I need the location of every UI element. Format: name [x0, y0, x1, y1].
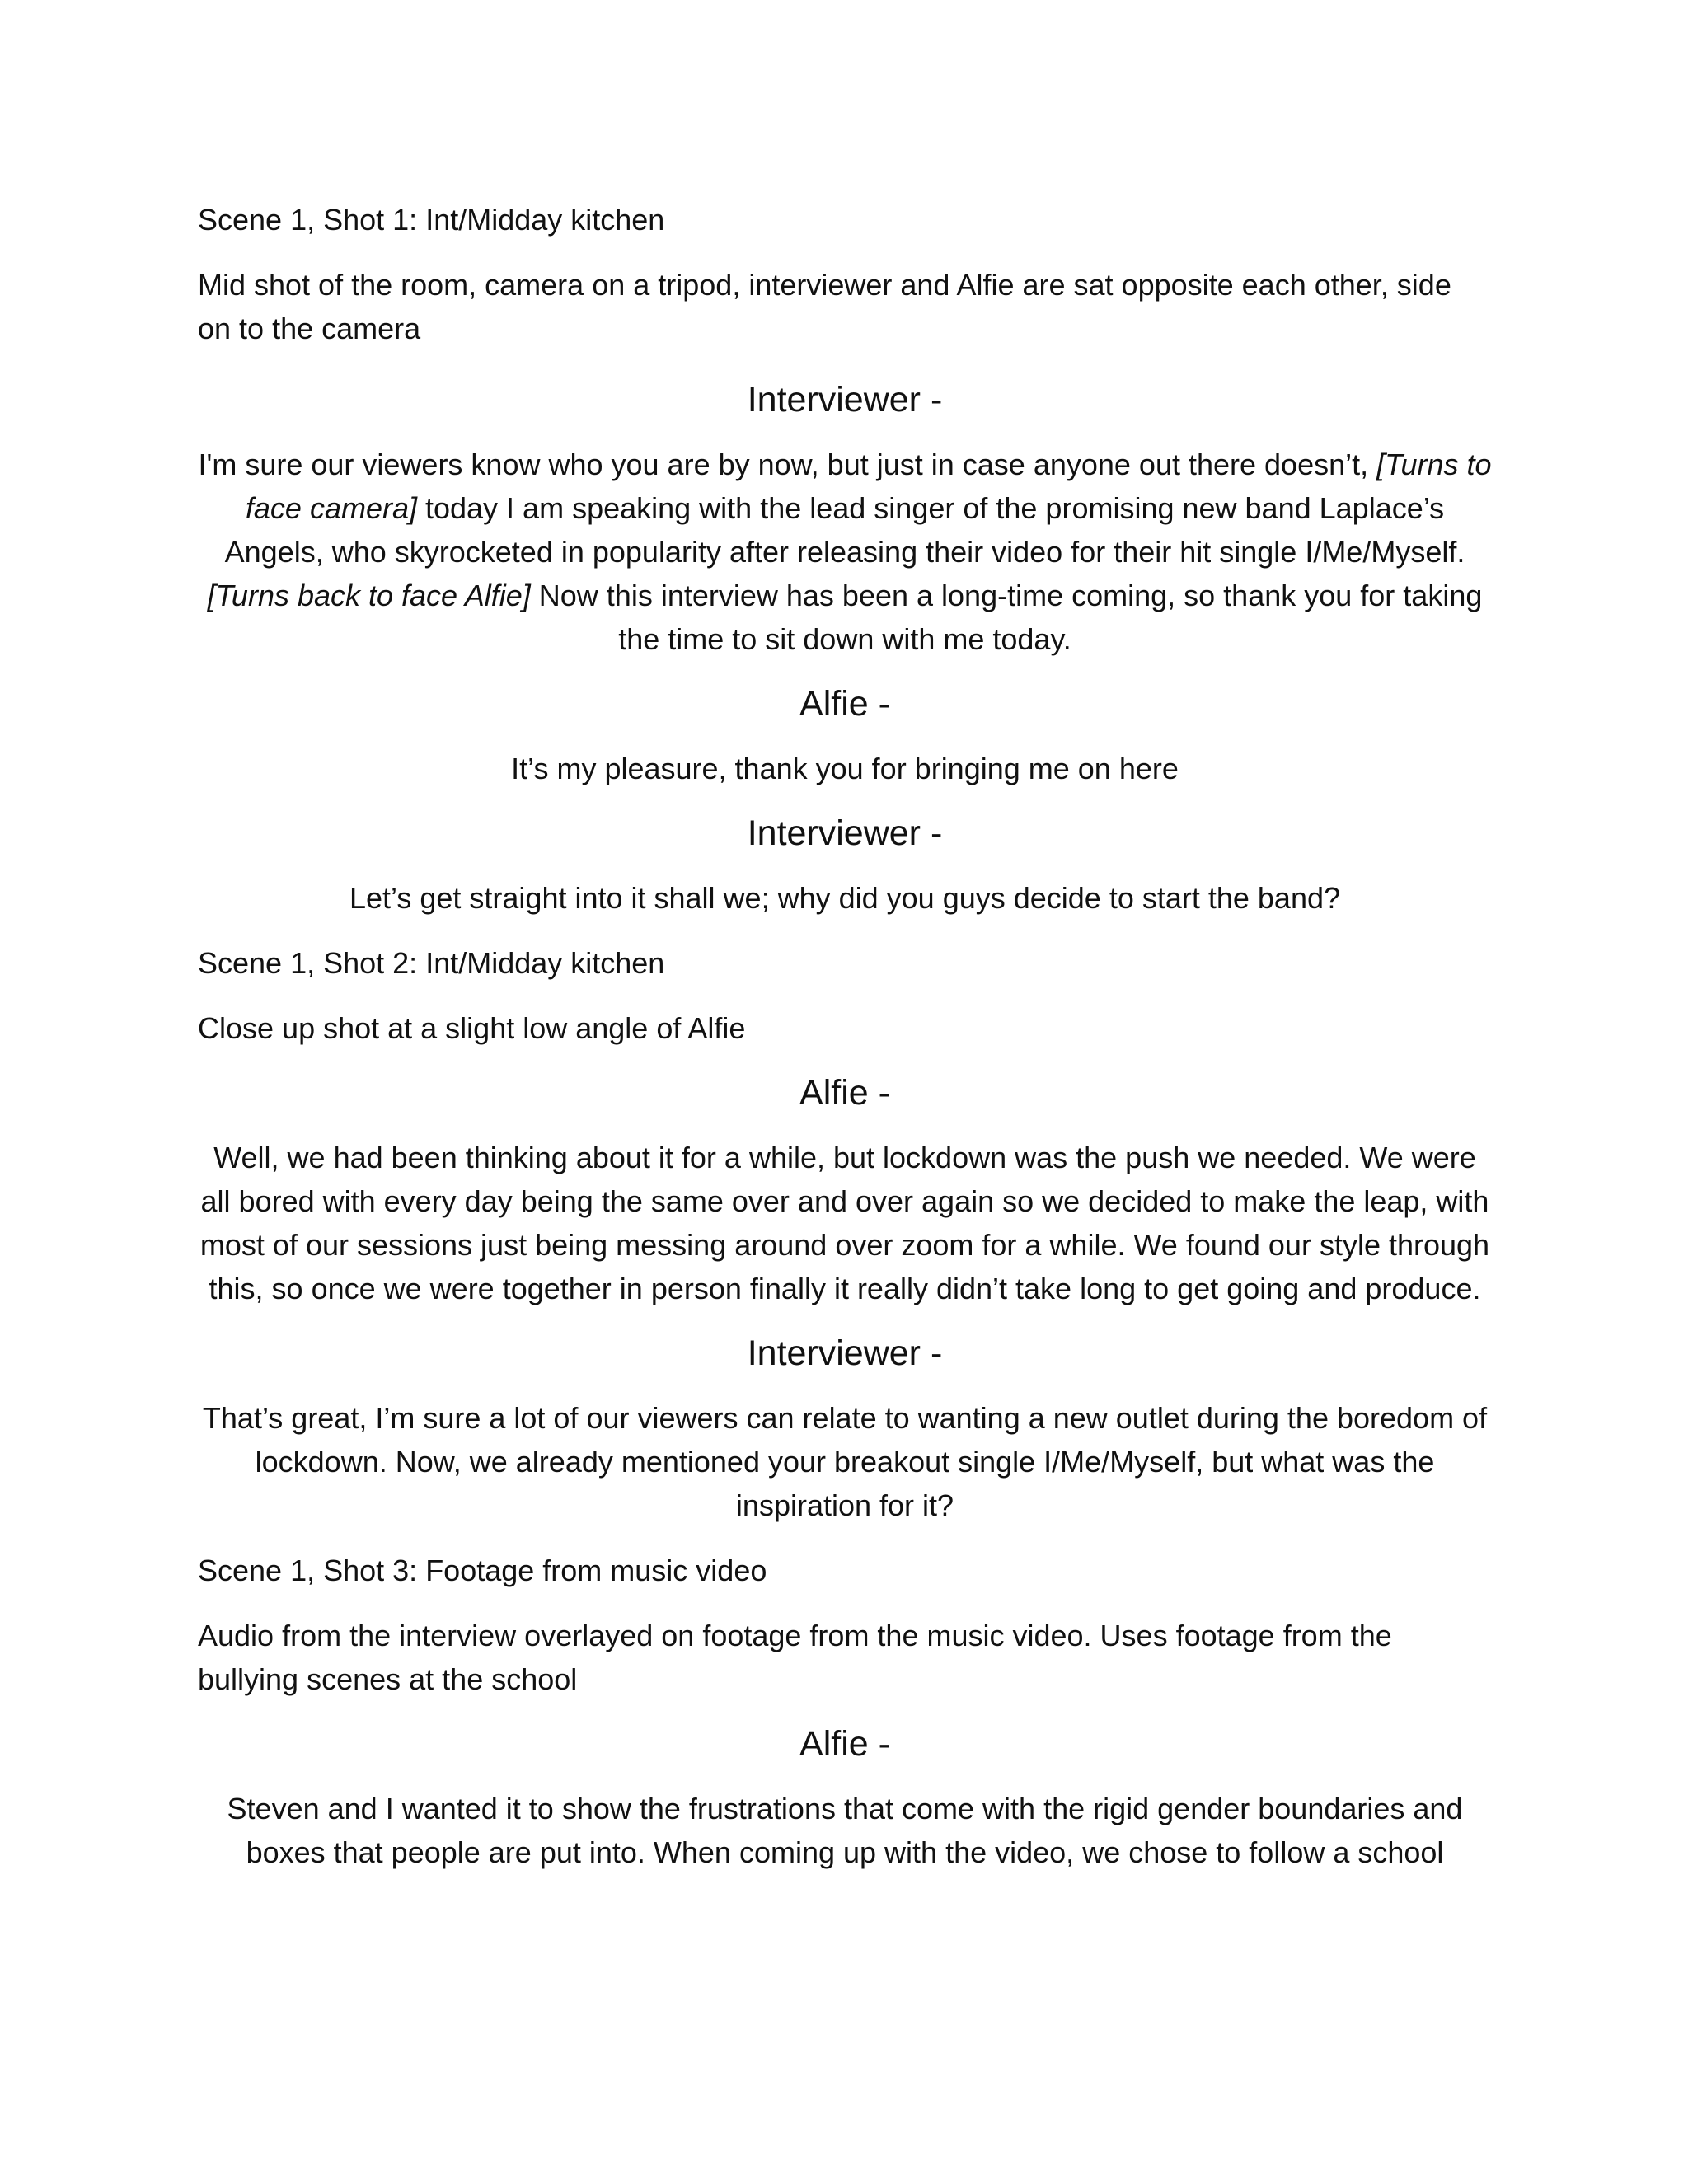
- dialogue-alfie: [198, 1136, 1492, 1310]
- dialogue-alfie: [198, 1787, 1492, 1874]
- stage-direction: [Turns to face camera]: [245, 448, 1492, 525]
- shot-description: Mid shot of the room, camera on a tripod, interviewer and Alfie are sat opposite each other, side on to the camera: [198, 268, 1451, 345]
- dialogue-interviewer: [198, 1396, 1492, 1527]
- speaker-label-alfie: Alfie -: [799, 684, 890, 724]
- dialogue-segment: Steven and I wanted it to show the frustrations that come with the rigid gender boundaries and boxes that people are put into. When coming up with the video, we chose to follow a school: [227, 1792, 1463, 1869]
- speaker-label-alfie: Alfie -: [799, 1073, 890, 1113]
- dialogue-segment: today I am speaking with the lead singer of the promising new band Laplace’s Angels, who skyrocketed in popularity after releasing their video for their hit single I/Me/Myself.: [224, 491, 1465, 569]
- scene-heading: Scene 1, Shot 1: Int/Midday kitchen: [198, 203, 665, 237]
- dialogue-segment: Now this interview has been a long-time coming, so thank you for taking the time to sit down with me today.: [530, 579, 1483, 656]
- shot-description: Audio from the interview overlayed on footage from the music video. Uses footage from the bullying scenes at the school: [198, 1619, 1392, 1696]
- speaker-label-interviewer: Interviewer -: [747, 380, 943, 419]
- speaker-label-interviewer: Interviewer -: [747, 1333, 943, 1373]
- scene-heading: Scene 1, Shot 2: Int/Midday kitchen: [198, 946, 665, 980]
- dialogue-segment: Let’s get straight into it shall we; why did you guys decide to start the band?: [349, 881, 1341, 915]
- shot-description: Close up shot at a slight low angle of Alfie: [198, 1011, 746, 1045]
- stage-direction: [Turns back to face Alfie]: [207, 579, 531, 612]
- dialogue-alfie: [198, 747, 1492, 790]
- dialogue-segment: It’s my pleasure, thank you for bringing me on here: [511, 752, 1179, 785]
- dialogue-segment: That’s great, I’m sure a lot of our viewers can relate to wanting a new outlet during the boredom of lockdown. Now, we already mentioned your breakout single I/Me/Myself, but what was the inspiration for it?: [202, 1401, 1488, 1522]
- speaker-label-alfie: Alfie -: [799, 1724, 890, 1764]
- dialogue-interviewer: [198, 876, 1492, 920]
- dialogue-segment: I'm sure our viewers know who you are by now, but just in case anyone out there doesn’t,: [198, 448, 1377, 481]
- scene-heading: Scene 1, Shot 3: Footage from music video: [198, 1554, 767, 1587]
- dialogue-interviewer: [198, 443, 1492, 661]
- dialogue-segment: Well, we had been thinking about it for a while, but lockdown was the push we needed. We were all bored with every day being the same over and over again so we decided to make the leap, with most of our sessions just being messing around over zoom for a while. We found our style through this, so once we were together in person finally it really didn’t take long to get going and produce.: [199, 1141, 1490, 1305]
- speaker-label-interviewer: Interviewer -: [747, 813, 943, 853]
- document-page: [198, 198, 1492, 1874]
